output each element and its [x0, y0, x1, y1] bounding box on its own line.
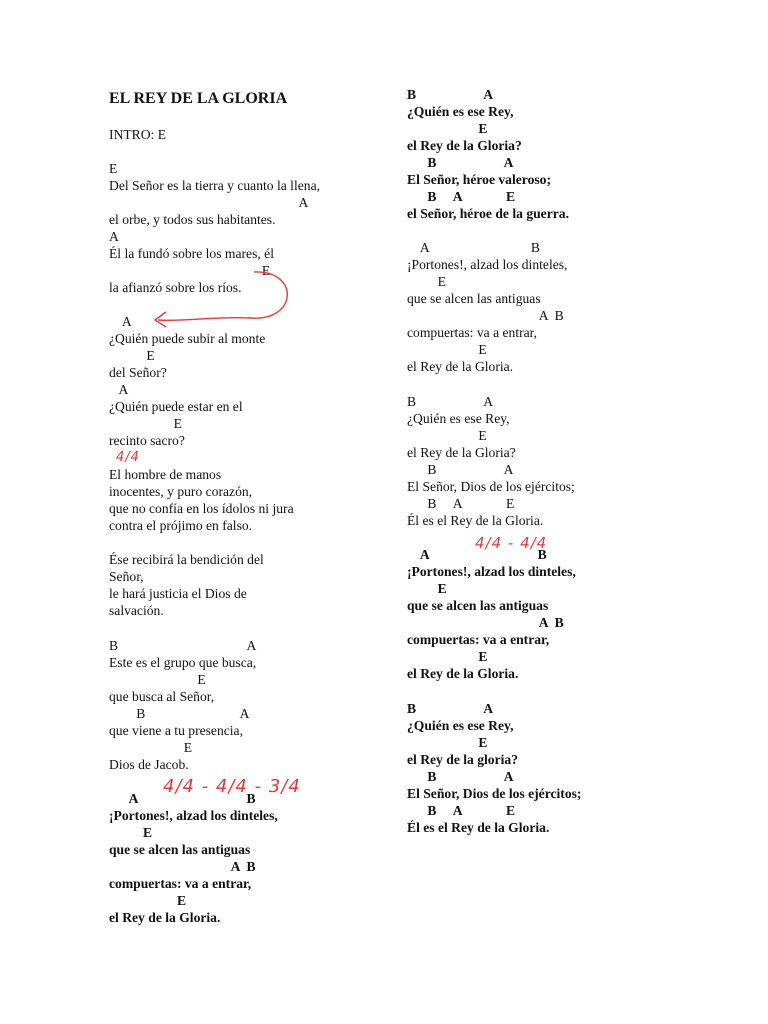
left_lines-line: Él la fundó sobre los mares, él: [109, 246, 274, 261]
left_lines-line: contra el prójimo en falso.: [109, 518, 253, 533]
right_lines-line: B A E: [407, 803, 516, 818]
right_lines-line: A B: [407, 240, 540, 255]
right_lines-line: Él es el Rey de la Gloria.: [407, 513, 544, 528]
right_lines-line: B A: [407, 769, 514, 784]
handwritten-note-time-signature: 4/4: [116, 450, 140, 465]
left_lines-line: A: [109, 195, 309, 210]
left_lines-line: compuertas: va a entrar,: [109, 876, 252, 891]
left_lines-line: Ése recibirá la bendición del: [109, 552, 264, 567]
left_lines-line: ¿Quién puede subir al monte: [109, 331, 266, 346]
right_lines-line: E: [407, 121, 488, 136]
right_lines-line: compuertas: va a entrar,: [407, 325, 538, 340]
left_lines-line: E: [109, 161, 118, 176]
left_lines-line: E: [109, 825, 153, 840]
left_lines-line: A B: [109, 859, 256, 874]
right_lines-line: A B: [407, 308, 564, 323]
right_lines-line: El Señor, Dios de los ejércitos;: [407, 786, 582, 801]
left_lines-line: ¿Quién puede estar en el: [109, 399, 243, 414]
right_lines-line: el Rey de la Gloria.: [407, 359, 514, 374]
right_lines-line: el Rey de la Gloria?: [407, 445, 516, 460]
left_lines-line: del Señor?: [109, 365, 167, 380]
right_lines-line: ¿Quién es ese Rey,: [407, 718, 514, 733]
left_lines-line: Este es el grupo que busca,: [109, 655, 257, 670]
left_lines-line: B A: [109, 638, 257, 653]
right_lines-line: B A: [407, 701, 494, 716]
left_lines-line: E: [109, 672, 206, 687]
right_lines-line: el Señor, héroe de la guerra.: [407, 206, 569, 221]
right_lines-line: E: [407, 735, 488, 750]
right_lines-line: A B: [407, 615, 564, 630]
right_lines-line: E: [407, 274, 446, 289]
left_lines-line: E: [109, 348, 155, 363]
left_lines-line: que viene a tu presencia,: [109, 723, 243, 738]
right_lines-line: el Rey de la Gloria?: [407, 138, 522, 153]
left_lines-line: le hará justicia el Dios de: [109, 586, 247, 601]
right_lines-line: B A: [407, 155, 514, 170]
left_lines-line: Dios de Jacob.: [109, 757, 189, 772]
song-title: EL REY DE LA GLORIA: [109, 90, 288, 107]
right_lines-line: El Señor, héroe valeroso;: [407, 172, 551, 187]
left_lines-line: INTRO: E: [109, 127, 167, 142]
right_lines-line: B A: [407, 462, 514, 477]
right_lines-line: ¿Quién es ese Rey,: [407, 411, 510, 426]
left_lines-line: El hombre de manos: [109, 467, 222, 482]
left_lines-line: salvación.: [109, 603, 164, 618]
right_lines-line: B A E: [407, 496, 515, 511]
left_lines-line: inocentes, y puro corazón,: [109, 484, 253, 499]
right_lines-line: E: [407, 342, 487, 357]
left_lines-line: que busca al Señor,: [109, 689, 215, 704]
left_lines-line: A: [109, 229, 119, 244]
left_lines-line: que no confía en los ídolos ni jura: [109, 501, 294, 516]
right_lines-line: El Señor, Dios de los ejércitos;: [407, 479, 575, 494]
right_lines-line: A B: [407, 547, 547, 562]
left_lines-line: A: [109, 314, 132, 329]
right_lines-line: ¿Quién es ese Rey,: [407, 104, 514, 119]
right_lines-line: Él es el Rey de la Gloria.: [407, 820, 550, 835]
left_lines-line: E: [109, 893, 187, 908]
left_lines-line: B A: [109, 706, 250, 721]
left_lines-line: Señor,: [109, 569, 144, 584]
right_lines-line: compuertas: va a entrar,: [407, 632, 550, 647]
right_lines-line: B A E: [407, 189, 516, 204]
left_lines-line: recinto sacro?: [109, 433, 185, 448]
left_lines-line: E: [109, 263, 271, 278]
handwritten-note-time-signatures: 4/4 - 4/4 - 3/4: [163, 776, 301, 797]
right_lines-line: E: [407, 428, 487, 443]
handwritten-note-time-signatures-right: 4/4 - 4/4: [475, 534, 548, 552]
right_lines-line: E: [407, 649, 488, 664]
right_lines-line: E: [407, 581, 447, 596]
left_lines-line: A: [109, 382, 129, 397]
right_lines-line: el Rey de la gloria?: [407, 752, 518, 767]
left_lines-line: Del Señor es la tierra y cuanto la llena,: [109, 178, 320, 193]
left_lines-line: la afianzó sobre los ríos.: [109, 280, 242, 295]
left_lines-line: el orbe, y todos sus habitantes.: [109, 212, 276, 227]
left_lines-line: que se alcen las antiguas: [109, 842, 251, 857]
right_lines-line: ¡Portones!, alzad los dinteles,: [407, 257, 568, 272]
left_lines-line: E: [109, 416, 182, 431]
right_lines-line: ¡Portones!, alzad los dinteles,: [407, 564, 576, 579]
right_lines-line: B A: [407, 87, 494, 102]
right_lines-line: el Rey de la Gloria.: [407, 666, 519, 681]
right_lines-line: B A: [407, 394, 494, 409]
left_lines-line: E: [109, 740, 193, 755]
right_lines-line: que se alcen las antiguas: [407, 598, 549, 613]
right_lines-line: que se alcen las antiguas: [407, 291, 541, 306]
left_lines-line: ¡Portones!, alzad los dinteles,: [109, 808, 278, 823]
left_lines-line: A B: [109, 791, 256, 806]
left_lines-line: el Rey de la Gloria.: [109, 910, 221, 925]
